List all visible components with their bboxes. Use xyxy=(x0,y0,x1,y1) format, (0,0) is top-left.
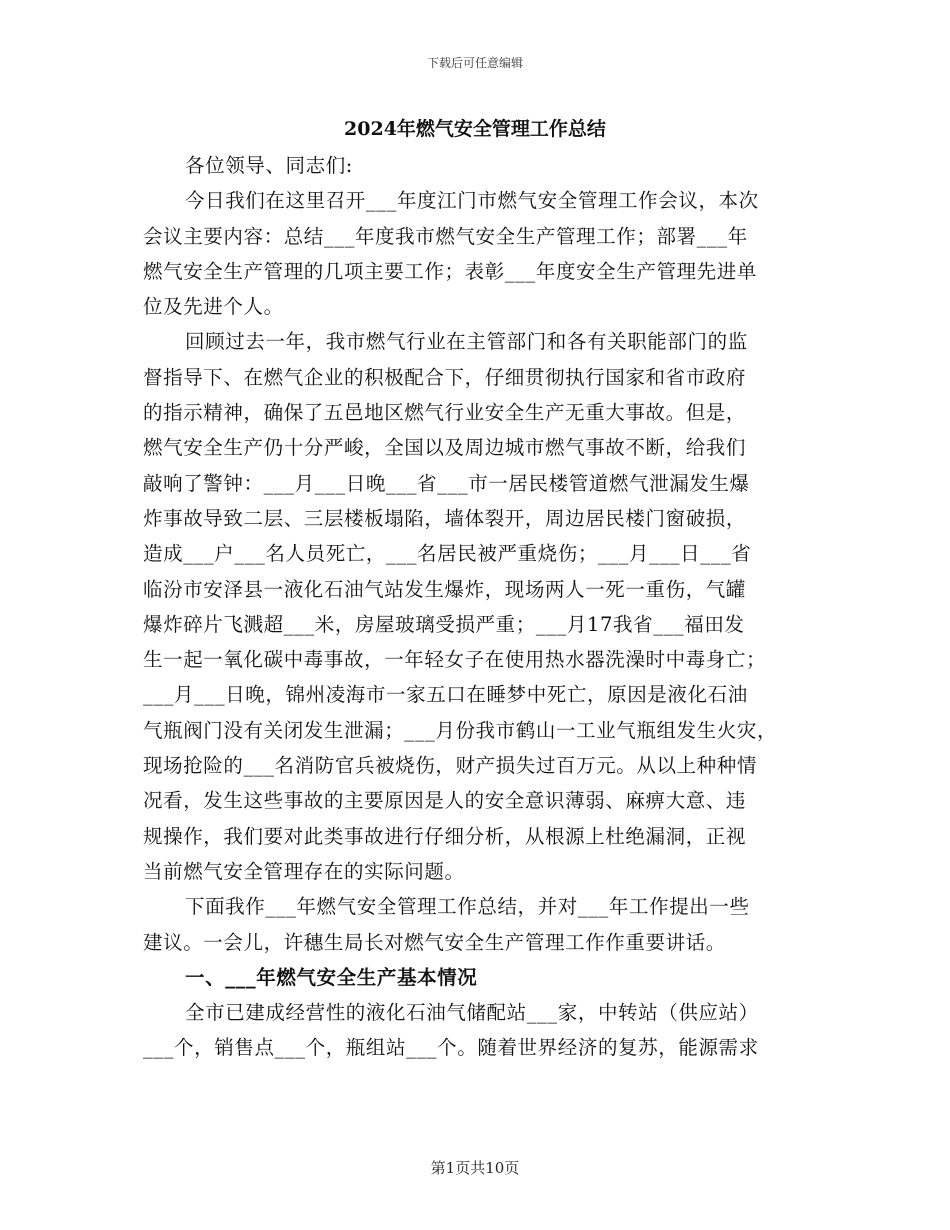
body-line: 当前燃气安全管理存在的实际问题。 xyxy=(143,859,465,883)
body-line: 生一起一氧化碳中毒事故，一年轻女子在使用热水器洗澡时中毒身亡； xyxy=(143,648,767,672)
body-line: 位及先进个人。 xyxy=(143,295,284,319)
body-line: 今日我们在这里召开___年度江门市燃气安全管理工作会议，本次 xyxy=(185,189,759,213)
page-footer: 第1页共10页 xyxy=(430,1159,520,1177)
body-line: 下面我作___年燃气安全管理工作总结，并对___年工作提出一些 xyxy=(185,895,750,919)
header-note: 下载后可任意编辑 xyxy=(426,56,523,70)
body-line: 各位领导、同志们: xyxy=(185,154,353,177)
document-body xyxy=(143,148,815,1066)
body-line: 全市已建成经营性的液化石油气储配站___家，中转站（供应站） xyxy=(185,1001,759,1025)
body-line: 敲响了警钟：___月___日晚___省___市一居民楼管道燃气泄漏发生爆 xyxy=(143,471,750,495)
body-line: 建议。一会儿，许穗生局长对燃气安全生产管理工作作重要讲话。 xyxy=(143,930,726,954)
body-line: 炸事故导致二层、三层楼板塌陷，墙体裂开，周边居民楼门窗破损， xyxy=(143,506,747,530)
body-line: 的指示精神，确保了五邑地区燃气行业安全生产无重大事故。但是， xyxy=(143,401,747,425)
body-line: 造成___户___名人员死亡，___名居民被严重烧伤；___月___日___省 xyxy=(143,542,752,566)
body-line: 回顾过去一年，我市燃气行业在主管部门和各有关职能部门的监 xyxy=(185,330,748,354)
body-line: 督指导下、在燃气企业的积极配合下，仔细贯彻执行国家和省市政府 xyxy=(143,365,747,389)
body-line: 现场抢险的___名消防官兵被烧伤，财产损失过百万元。从以上种种情 xyxy=(143,754,757,778)
body-line: 规操作，我们要对此类事故进行仔细分析，从根源上杜绝漏洞，正视 xyxy=(143,824,747,848)
body-line: 燃气安全生产仍十分严峻，全国以及周边城市燃气事故不断，给我们 xyxy=(143,436,747,460)
section-heading: 一、___年燃气安全生产基本情况 xyxy=(185,965,478,989)
body-line: 况看，发生这些事故的主要原因是人的安全意识薄弱、麻痹大意、违 xyxy=(143,789,747,813)
document-title: 2024年燃气安全管理工作总结 xyxy=(344,118,606,140)
body-line: 气瓶阀门没有关闭发生泄漏；___月份我市鹤山一工业气瓶组发生火灾， xyxy=(143,718,778,742)
body-line: 爆炸碎片飞溅超___米，房屋玻璃受损严重；___月17我省___福田发 xyxy=(143,612,745,636)
body-line: ___个，销售点___个，瓶组站___个。随着世界经济的复苏，能源需求 xyxy=(143,1036,759,1060)
body-line: 会议主要内容：总结___年度我市燃气安全生产管理工作；部署___年 xyxy=(143,224,748,248)
body-line: 临汾市安泽县一液化石油气站发生爆炸，现场两人一死一重伤，气罐 xyxy=(143,577,747,601)
body-line: ___月___日晚，锦州凌海市一家五口在睡梦中死亡，原因是液化石油 xyxy=(143,683,748,707)
body-line: 燃气安全生产管理的几项主要工作；表彰___年度安全生产管理先进单 xyxy=(143,259,757,283)
